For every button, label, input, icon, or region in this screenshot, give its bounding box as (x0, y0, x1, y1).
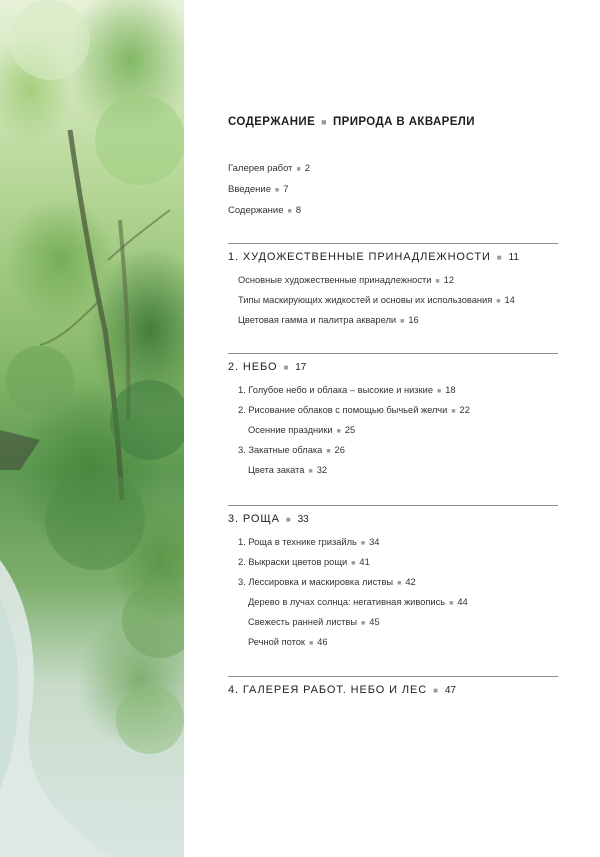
page-number: 7 (283, 184, 289, 195)
toc-entry[interactable]: 2. Рисование облаков с помощью бычьей желчи ■ 22 (238, 405, 470, 415)
section-heading[interactable]: 2. НЕБО ■ 17 (228, 361, 307, 373)
page-number: 26 (334, 445, 345, 455)
watercolor-forest-illustration (0, 0, 184, 857)
page-number: 47 (444, 685, 456, 696)
toc-entry[interactable]: Речной поток ■ 46 (248, 637, 328, 647)
page-number: 45 (369, 617, 380, 627)
toc-entry[interactable]: 2. Выкраски цветов рощи ■ 41 (238, 557, 370, 567)
page-number: 44 (457, 597, 468, 607)
page-number: 42 (405, 577, 416, 587)
section-heading[interactable]: 3. РОЩА ■ 33 (228, 513, 309, 525)
section-3 (228, 505, 558, 652)
page-number: 12 (443, 275, 454, 285)
page-number: 46 (317, 637, 328, 647)
toc-title (228, 116, 475, 128)
front-matter-list (228, 163, 310, 226)
section-divider (228, 353, 558, 354)
section-1 (228, 243, 558, 330)
page-number: 34 (369, 537, 380, 547)
section-2 (228, 353, 558, 480)
page-number: 8 (295, 205, 302, 216)
toc-entry[interactable]: Галерея работ ■ 2 (228, 163, 311, 174)
page-number: 33 (297, 514, 309, 525)
forest-path-painting (0, 0, 184, 857)
toc-entry[interactable]: Введение ■ 7 (228, 184, 289, 195)
page-number: 25 (344, 425, 356, 435)
section-divider (228, 505, 558, 506)
toc-heading: СОДЕРЖАНИЕ (228, 116, 316, 128)
toc-entry[interactable]: Типы маскирующих жидкостей и основы их использования ■ 14 (238, 295, 515, 305)
section-divider (228, 243, 558, 244)
page-number: 16 (408, 315, 419, 325)
toc-entry[interactable]: 3. Закатные облака ■ 26 (238, 445, 345, 455)
toc-entry[interactable]: Осенние праздники ■ 25 (248, 425, 356, 435)
separator: ■ (321, 117, 327, 127)
page-number: 32 (316, 465, 328, 475)
toc-entry[interactable]: 1. Роща в технике гризайль ■ 34 (238, 537, 380, 547)
book-title: ПРИРОДА В АКВАРЕЛИ (332, 116, 475, 128)
section-4 (228, 676, 558, 703)
page-number: 2 (304, 163, 311, 174)
section-heading[interactable]: 1. ХУДОЖЕСТВЕННЫЕ ПРИНАДЛЕЖНОСТИ ■ 11 (228, 251, 519, 263)
page-number: 11 (508, 252, 519, 263)
toc-entry[interactable]: 3. Лессировка и маскировка листвы ■ 42 (238, 577, 416, 587)
section-divider (228, 676, 558, 677)
toc-entry[interactable]: Содержание ■ 8 (228, 205, 302, 216)
page-number: 14 (504, 295, 515, 305)
toc-entry[interactable]: Основные художественные принадлежности ■ 12 (238, 275, 454, 285)
toc-entry[interactable]: 1. Голубое небо и облака – высокие и низкие ■ 18 (238, 385, 456, 395)
page-number: 41 (359, 557, 370, 567)
toc-entry[interactable]: Цвета заката ■ 32 (248, 465, 328, 475)
page-number: 18 (445, 385, 456, 395)
toc-entry[interactable]: Свежесть ранней листвы ■ 45 (248, 617, 380, 627)
toc-entry[interactable]: Дерево в лучах солнца: негативная живопись ■ 44 (248, 597, 468, 607)
toc-entry[interactable]: Цветовая гамма и палитра акварели ■ 16 (238, 315, 419, 325)
page-number: 17 (295, 362, 307, 373)
page-number: 22 (459, 405, 470, 415)
section-heading[interactable]: 4. ГАЛЕРЕЯ РАБОТ. НЕБО И ЛЕС ■ 47 (228, 684, 456, 696)
